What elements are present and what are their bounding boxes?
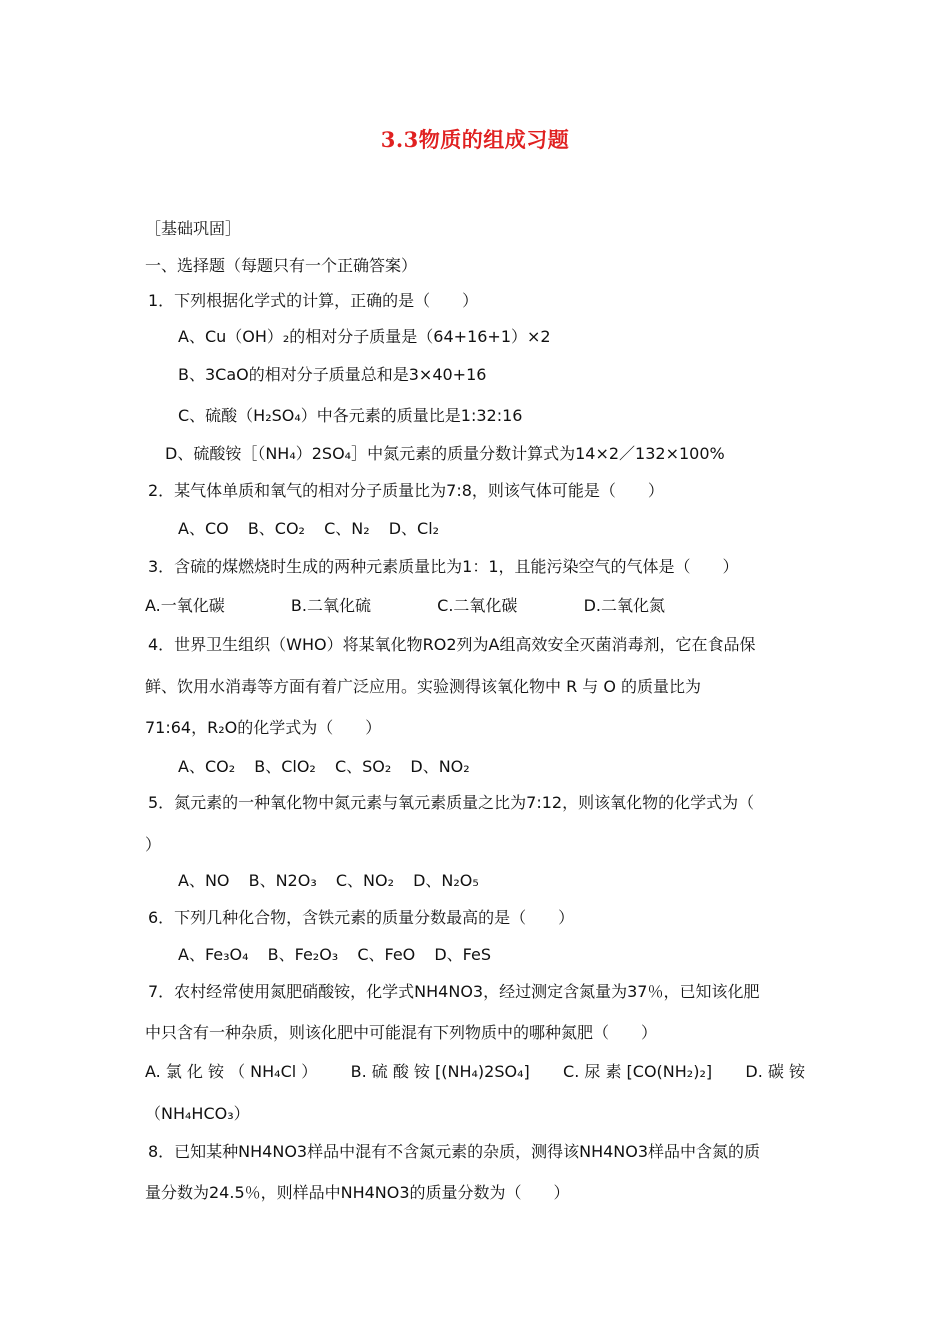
page-title: 3.3物质的组成习题 — [380, 127, 570, 152]
q2-stem: 2．某气体单质和氧气的相对分子质量比为7:8，则该气体可能是（ ） — [148, 481, 664, 500]
q7-options — [145, 1061, 805, 1083]
q3-option-a: A.一氧化碳 — [145, 596, 225, 615]
q6-option-c: C、FeO — [357, 945, 416, 964]
q4-line-2: 鲜、饮用水消毒等方面有着广泛应用。实验测得该氧化物中 R 与 O 的质量比为 — [145, 677, 702, 696]
q4-line-3: 71:64，R₂O的化学式为（ ） — [145, 718, 382, 737]
q8-line-2: 量分数为24.5％，则样品中NH4NO3的质量分数为（ ） — [145, 1183, 570, 1202]
q2-option-d: D、Cl₂ — [388, 519, 440, 538]
q6-option-d: D、FeS — [434, 945, 492, 964]
q5-line-1: 5．氮元素的一种氧化物中氮元素与氧元素质量之比为7:12，则该氧化物的化学式为（ — [148, 793, 755, 812]
part-heading: 一、选择题（每题只有一个正确答案） — [145, 256, 418, 275]
q7-line-4: （NH₄HCO₃） — [145, 1104, 250, 1123]
q5-option-b: B、N2O₃ — [248, 871, 317, 890]
q5-option-a: A、NO — [178, 871, 230, 890]
q8-line-1: 8．已知某种NH4NO3样品中混有不含氮元素的杂质，测得该NH4NO3样品中含氮的质 — [148, 1142, 761, 1161]
q4-option-c: C、SO₂ — [334, 757, 392, 776]
q1-option-c: C、硫酸（H₂SO₄）中各元素的质量比是1:32:16 — [178, 406, 523, 425]
q4-option-d: D、NO₂ — [410, 757, 470, 776]
q7-option-a: A. 氯 化 铵 （ NH₄Cl ） — [145, 1062, 318, 1081]
q3-stem: 3．含硫的煤燃烧时生成的两种元素质量比为1：1，且能污染空气的气体是（ ） — [148, 557, 739, 576]
q5-options — [178, 870, 493, 892]
q3-option-d: D.二氧化氮 — [583, 596, 665, 615]
q4-line-1: 4．世界卫生组织（WHO）将某氧化物RO2列为A组高效安全灭菌消毒剂，它在食品保 — [148, 635, 756, 654]
q4-options — [178, 756, 484, 778]
q7-option-d: D. 碳 铵 — [745, 1062, 805, 1081]
q5-option-d: D、N₂O₅ — [413, 871, 479, 890]
q6-option-a: A、Fe₃O₄ — [178, 945, 249, 964]
q3-options — [145, 595, 665, 617]
q6-options — [178, 944, 505, 966]
section-heading: ［基础巩固］ — [145, 219, 242, 238]
q6-option-b: B、Fe₂O₃ — [267, 945, 339, 964]
q5-option-c: C、NO₂ — [335, 871, 394, 890]
q1-stem: 1．下列根据化学式的计算，正确的是（ ） — [148, 291, 479, 310]
q4-option-a: A、CO₂ — [178, 757, 236, 776]
q1-option-b: B、3CaO的相对分子质量总和是3×40+16 — [178, 365, 487, 384]
q2-options — [178, 518, 453, 540]
q1-option-a: A、Cu（OH）₂的相对分子质量是（64+16+1）×2 — [178, 327, 551, 346]
q2-option-b: B、CO₂ — [247, 519, 305, 538]
q1-option-d: D、硫酸铵［（NH₄）2SO₄］中氮元素的质量分数计算式为14×2／132×100% — [165, 444, 725, 463]
q6-stem: 6．下列几种化合物，含铁元素的质量分数最高的是（ ） — [148, 908, 575, 927]
q3-option-c: C.二氧化碳 — [437, 596, 518, 615]
q5-line-2: ） — [145, 835, 162, 854]
q3-option-b: B.二氧化硫 — [290, 596, 371, 615]
q2-option-a: A、CO — [178, 519, 229, 538]
q7-option-c: C. 尿 素 [CO(NH₂)₂] — [563, 1062, 713, 1081]
q7-line-1: 7．农村经常使用氮肥硝酸铵，化学式NH4NO3，经过测定含氮量为37％，已知该化肥 — [148, 982, 760, 1001]
q2-option-c: C、N₂ — [324, 519, 370, 538]
q7-line-2: 中只含有一种杂质，则该化肥中可能混有下列物质中的哪种氮肥（ ） — [145, 1023, 658, 1042]
q7-option-b: B. 硫 酸 铵 [(NH₄)2SO₄] — [350, 1062, 530, 1081]
q4-option-b: B、ClO₂ — [254, 757, 316, 776]
